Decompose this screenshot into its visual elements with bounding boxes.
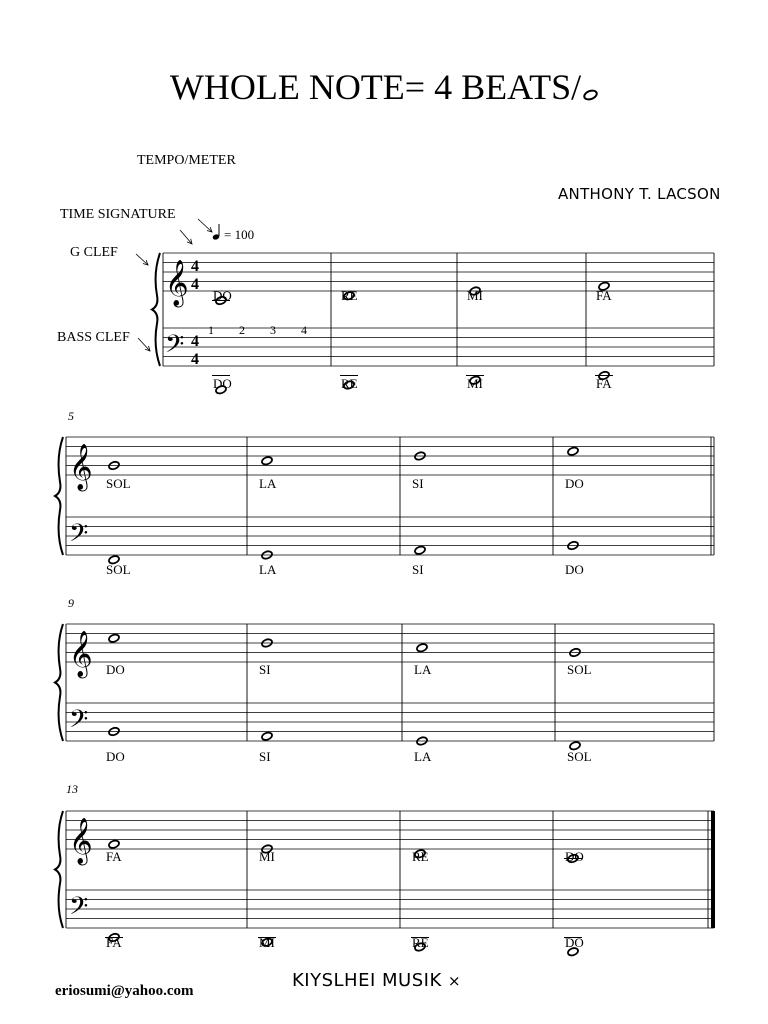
beat-count: 3: [270, 323, 276, 337]
solfege-label-treble: SOL: [106, 476, 131, 491]
solfege-label-treble: FA: [596, 288, 612, 303]
time-signature-top: 4: [191, 258, 199, 275]
grand-staff-system: [55, 624, 714, 764]
treble-note: [108, 633, 120, 643]
time-signature-bottom: 4: [191, 276, 199, 293]
bass-clef-icon: 𝄢: [165, 331, 185, 364]
solfege-label-treble: DO: [565, 476, 584, 491]
solfege-label-bass: MI: [259, 935, 275, 950]
solfege-label-treble: DO: [213, 288, 232, 303]
bass-note: [261, 731, 273, 741]
treble-note: [108, 839, 120, 849]
solfege-label-bass: SI: [412, 562, 424, 577]
brace: [55, 624, 63, 741]
whole-note: [108, 633, 120, 643]
solfege-label-treble: MI: [467, 288, 483, 303]
tempo-marking: = 100: [224, 227, 255, 242]
beat-count: 1: [208, 323, 214, 337]
grand-staff-system: [55, 437, 714, 577]
solfege-label-treble: SI: [259, 662, 271, 677]
publisher-logo: KIYSLHEI MUSIK ⨯: [292, 970, 462, 991]
bass-clef-icon: 𝄢: [69, 706, 89, 739]
treble-note: [567, 446, 579, 456]
solfege-label-bass: RE: [341, 376, 358, 391]
solfege-label-bass: SOL: [106, 562, 131, 577]
page-title: WHOLE NOTE= 4 BEATS/: [0, 66, 768, 108]
composer-name: ANTHONY T. LACSON: [558, 185, 721, 203]
brace: [55, 811, 63, 928]
g-clef-arrow: [136, 254, 148, 265]
solfege-label-treble: LA: [259, 476, 277, 491]
tempo-meter-label: TEMPO/METER: [137, 153, 236, 168]
beat-count: 2: [239, 323, 245, 337]
bass-note: [414, 545, 426, 555]
solfege-label-bass: RE: [412, 935, 429, 950]
beat-count: 4: [301, 323, 307, 337]
solfege-label-bass: SI: [259, 749, 271, 764]
whole-note: [414, 545, 426, 555]
brace: [55, 437, 63, 555]
solfege-label-treble: MI: [259, 849, 275, 864]
treble-note: [261, 456, 273, 466]
treble-clef-icon: 𝄞: [69, 818, 93, 863]
solfege-label-treble: LA: [414, 662, 432, 677]
solfege-label-bass: SOL: [567, 749, 592, 764]
brace: [152, 253, 160, 366]
crossed-notes-icon: ⨯: [447, 972, 462, 990]
treble-clef-icon: 𝄞: [69, 444, 93, 489]
solfege-label-treble: SI: [412, 476, 424, 491]
whole-note: [416, 643, 428, 653]
treble-clef-icon: 𝄞: [69, 631, 93, 676]
solfege-label-bass: FA: [106, 935, 122, 950]
solfege-label-treble: RE: [412, 849, 429, 864]
time-signature-arrow: [180, 230, 192, 244]
solfege-label-bass: DO: [565, 562, 584, 577]
solfege-label-bass: LA: [259, 562, 277, 577]
solfege-label-bass: MI: [467, 376, 483, 391]
tempo-arrow: [198, 219, 212, 232]
measure-number: 5: [68, 409, 74, 423]
treble-note: [416, 643, 428, 653]
g-clef-label: G CLEF: [70, 245, 118, 260]
solfege-label-treble: FA: [106, 849, 122, 864]
solfege-label-bass: DO: [213, 376, 232, 391]
bass-clef-icon: 𝄢: [69, 520, 89, 553]
bass-clef-label: BASS CLEF: [57, 330, 130, 345]
contact-email: eriosumi@yahoo.com: [55, 983, 194, 999]
solfege-label-bass: DO: [106, 749, 125, 764]
whole-note: [567, 446, 579, 456]
measure-number: 9: [68, 596, 74, 610]
time-signature-label: TIME SIGNATURE: [60, 207, 176, 222]
whole-note: [261, 731, 273, 741]
solfege-label-treble: DO: [106, 662, 125, 677]
grand-staff-system: [55, 811, 715, 957]
measure-number: 13: [66, 782, 78, 796]
solfege-label-treble: DO: [565, 849, 584, 864]
whole-note: [108, 839, 120, 849]
whole-note: [261, 456, 273, 466]
solfege-label-bass: DO: [565, 935, 584, 950]
solfege-label-treble: RE: [341, 288, 358, 303]
bass-clef-arrow: [138, 338, 150, 351]
time-signature-bottom: 4: [191, 351, 199, 368]
time-signature-top: 4: [191, 333, 199, 350]
final-barline-thick: [711, 811, 715, 928]
solfege-label-bass: FA: [596, 376, 612, 391]
solfege-label-treble: SOL: [567, 662, 592, 677]
treble-clef-icon: 𝄞: [165, 260, 189, 305]
solfege-label-bass: LA: [414, 749, 432, 764]
grand-staff-system: [152, 253, 714, 395]
bass-clef-icon: 𝄢: [69, 893, 89, 926]
